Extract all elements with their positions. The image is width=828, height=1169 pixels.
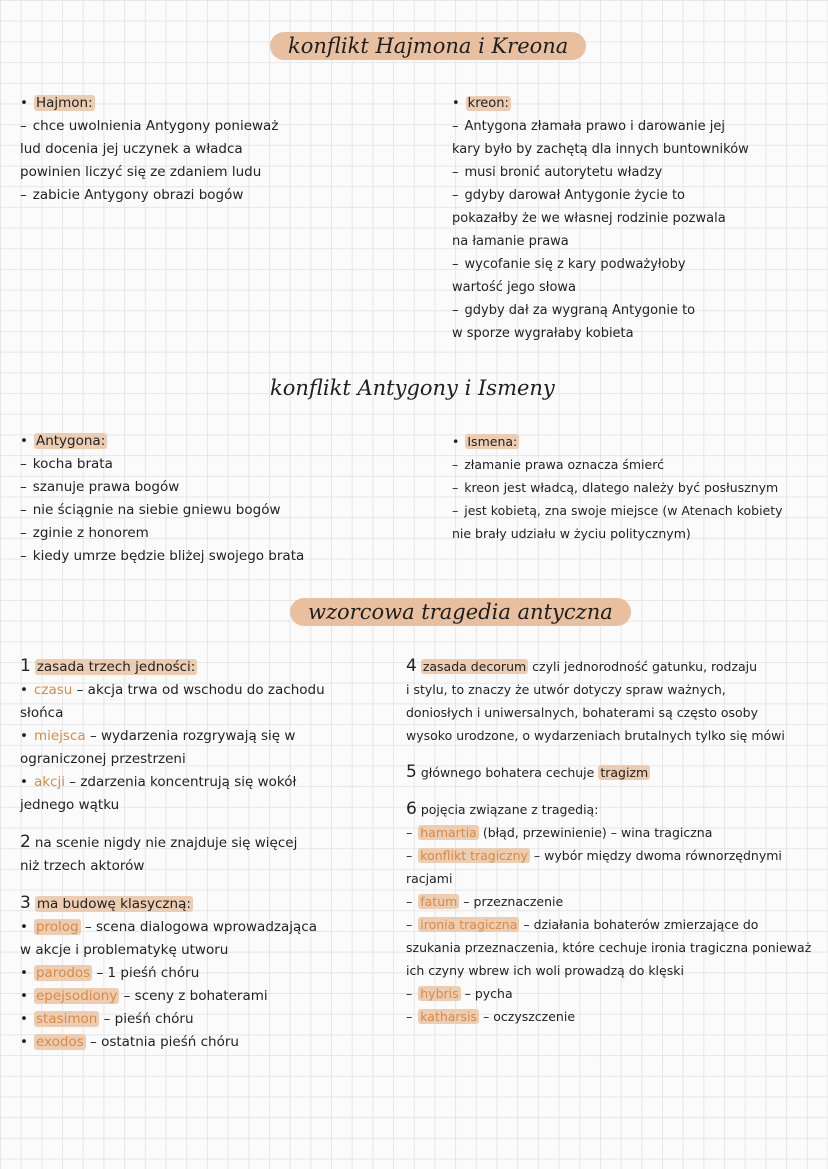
term-desc: – wydarzenia rozgrywają się w bbox=[85, 728, 296, 744]
kreon-line: – musi bronić autorytetu władzy bbox=[452, 161, 822, 184]
ismena-line: – kreon jest władcą, dlatego należy być posłusznym bbox=[452, 476, 824, 499]
term-desc: ich czyny wbrew ich woli prowadzą do klęski bbox=[406, 963, 684, 978]
antygona-line: – zginie z honorem bbox=[20, 522, 380, 545]
point-6-title: pojęcia związane z tragedią: bbox=[420, 802, 599, 817]
kreon-line: kary było by zachętą dla innych buntowników bbox=[452, 142, 749, 157]
term-desc: (błąd, przewinienie) – wina tragiczna bbox=[478, 825, 713, 840]
term-desc: – 1 pieśń chóru bbox=[92, 965, 200, 981]
point-1-title: zasada trzech jedności: bbox=[36, 659, 196, 675]
term-ironia-tragiczna: ironia tragiczna bbox=[420, 917, 518, 932]
antygona-line: – kocha brata bbox=[20, 453, 380, 476]
antygona-block bbox=[20, 430, 380, 568]
ismena-line: nie brały udziału w życiu politycznym) bbox=[452, 526, 691, 541]
ismena-line: – jest kobietą, zna swoje miejsce (w Atenach kobiety bbox=[452, 499, 824, 522]
hajmon-line: – chce uwolnienia Antygony ponieważ bbox=[20, 115, 360, 138]
term-desc: – sceny z bohaterami bbox=[119, 988, 268, 1004]
point-4-text: doniosłych i uniwersalnych, bohaterami są często osoby bbox=[406, 705, 759, 720]
kreon-line: – gdyby darował Antygonie życie to bbox=[452, 184, 822, 207]
term-desc: – scena dialogowa wprowadzająca bbox=[80, 919, 317, 935]
antygona-line: – szanuje prawa bogów bbox=[20, 476, 380, 499]
title-wzorcowa-tragedia: wzorcowa tragedia antyczna bbox=[290, 600, 631, 624]
point-4-text: i stylu, to znaczy że utwór dotyczy spraw ważnych, bbox=[406, 682, 726, 697]
term-desc: racjami bbox=[406, 871, 453, 886]
term-hamartia: hamartia bbox=[420, 825, 477, 840]
title-hajmon-kreon: konflikt Hajmona i Kreona bbox=[270, 34, 586, 58]
point-5-text: głównego bohatera cechuje bbox=[420, 765, 599, 780]
term-desc: – ostatnia pieśń chóru bbox=[85, 1034, 239, 1050]
term-fatum: fatum bbox=[420, 894, 458, 909]
kreon-line: – gdyby dał za wygraną Antygonie to bbox=[452, 299, 822, 322]
ismena-label: Ismena: bbox=[467, 434, 518, 449]
antygona-label: Antygona: bbox=[35, 433, 106, 449]
kreon-line: na łamanie prawa bbox=[452, 234, 569, 249]
point-number: 1 bbox=[20, 656, 31, 676]
kreon-line: – Antygona złamała prawo i darowanie jej bbox=[452, 115, 822, 138]
point-number: 3 bbox=[20, 893, 31, 913]
term-desc: w akcje i problematykę utworu bbox=[20, 942, 229, 958]
kreon-line: wartość jego słowa bbox=[452, 280, 577, 295]
term-akcji: akcji bbox=[33, 774, 65, 790]
term-prolog: prolog bbox=[35, 919, 79, 935]
hajmon-label: Hajmon: bbox=[35, 95, 93, 111]
point-number: 2 bbox=[20, 832, 31, 852]
hajmon-line: lud docenia jej uczynek a władca bbox=[20, 141, 243, 157]
term-miejsca: miejsca bbox=[33, 728, 86, 744]
point-number: 6 bbox=[406, 799, 417, 819]
term-desc: – oczyszczenie bbox=[479, 1009, 576, 1024]
tragedia-right-block bbox=[406, 655, 824, 1028]
term-decorum: zasada decorum bbox=[422, 659, 527, 674]
kreon-line: w sporze wygrałaby kobieta bbox=[452, 326, 634, 341]
point-number: 4 bbox=[406, 656, 417, 676]
term-tragizm: tragizm bbox=[600, 765, 649, 780]
term-katharsis: katharsis bbox=[420, 1009, 478, 1024]
tragedia-left-block bbox=[20, 655, 390, 1054]
hajmon-block bbox=[20, 92, 360, 207]
term-parodos: parodos bbox=[35, 965, 91, 981]
term-konflikt-tragiczny: konflikt tragiczny bbox=[420, 848, 528, 863]
term-desc: – pieśń chóru bbox=[99, 1011, 194, 1027]
term-desc: – akcja trwa od wschodu do zachodu bbox=[72, 682, 325, 698]
hajmon-line: – zabicie Antygony obrazi bogów bbox=[20, 184, 360, 207]
point-3-title: ma budowę klasyczną: bbox=[36, 896, 191, 912]
term-desc: – działania bohaterów zmierzające do bbox=[519, 917, 759, 932]
kreon-line: pokazałby że we własnej rodzinie pozwala bbox=[452, 211, 726, 226]
point-2-text: niż trzech aktorów bbox=[20, 858, 145, 874]
point-number: 5 bbox=[406, 762, 417, 782]
kreon-line: – wycofanie się z kary podważyłoby bbox=[452, 253, 822, 276]
point-4-text: wysoko urodzone, o wydarzeniach brutalnych tylko się mówi bbox=[406, 728, 785, 743]
term-desc: ograniczonej przestrzeni bbox=[20, 751, 186, 767]
term-desc: – pycha bbox=[460, 986, 513, 1001]
kreon-label: kreon: bbox=[467, 96, 509, 111]
antygona-line: – nie ściągnie na siebie gniewu bogów bbox=[20, 499, 380, 522]
hajmon-line: powinien liczyć się ze zdaniem ludu bbox=[20, 164, 262, 180]
ismena-line: – złamanie prawa oznacza śmierć bbox=[452, 453, 824, 476]
term-exodos: exodos bbox=[35, 1034, 84, 1050]
point-4-text: czyli jednorodność gatunku, rodzaju bbox=[528, 659, 758, 674]
term-hybris: hybris bbox=[420, 986, 459, 1001]
term-desc: – zdarzenia koncentrują się wokół bbox=[64, 774, 297, 790]
antygona-line: – kiedy umrze będzie bliżej swojego brata bbox=[20, 545, 380, 568]
term-desc: – przeznaczenie bbox=[459, 894, 564, 909]
point-2-text: na scenie nigdy nie znajduje się więcej bbox=[34, 835, 298, 851]
title-antygona-ismena: konflikt Antygony i Ismeny bbox=[270, 376, 555, 400]
kreon-block bbox=[452, 92, 822, 345]
ismena-block bbox=[452, 430, 824, 545]
term-desc: słońca bbox=[20, 705, 64, 721]
term-czasu: czasu bbox=[33, 682, 73, 698]
term-epejsodiony: epejsodiony bbox=[35, 988, 118, 1004]
term-desc: jednego wątku bbox=[20, 797, 120, 813]
term-desc: szukania przeznaczenia, które cechuje ironia tragiczna ponieważ bbox=[406, 940, 812, 955]
term-desc: – wybór między dwoma równorzędnymi bbox=[529, 848, 782, 863]
term-stasimon: stasimon bbox=[35, 1011, 98, 1027]
